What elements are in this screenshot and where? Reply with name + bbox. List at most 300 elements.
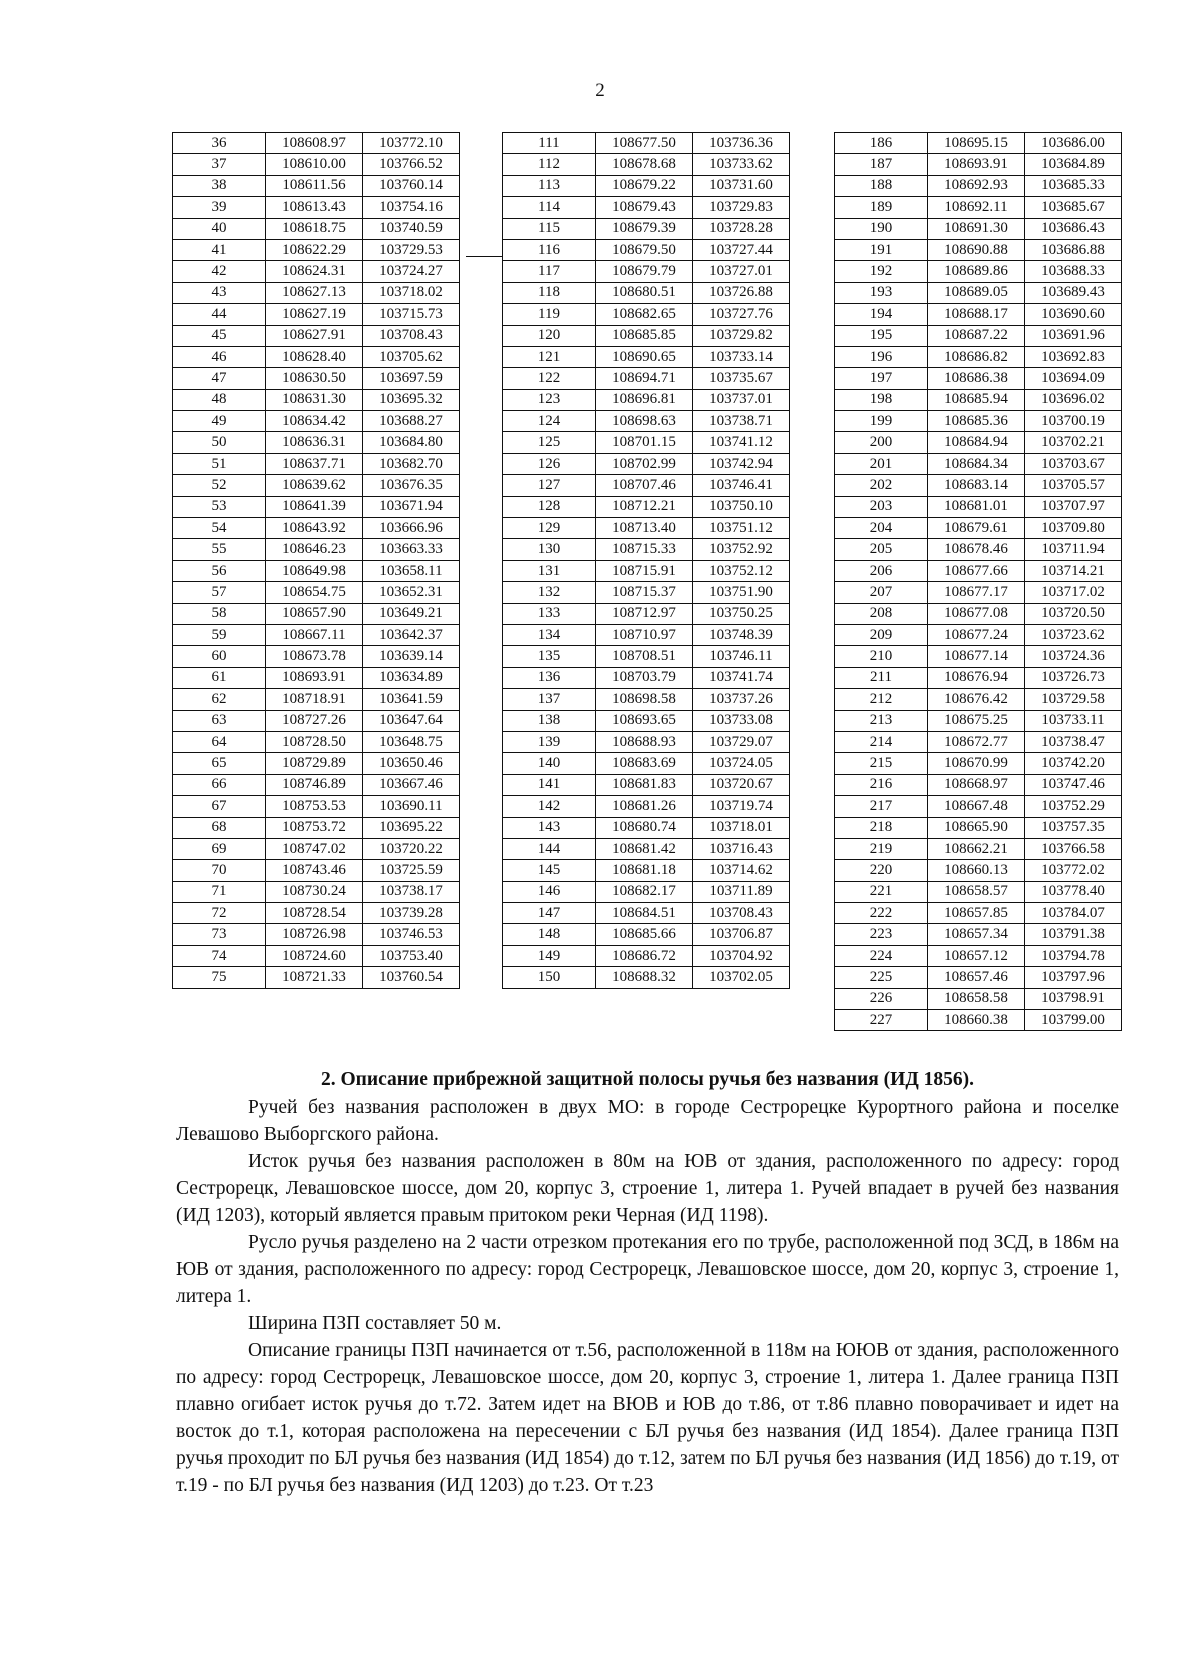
table-row	[835, 689, 1122, 710]
table-row	[173, 624, 460, 645]
point-number-cell: 68	[173, 817, 266, 838]
table-row	[835, 774, 1122, 795]
x-coordinate-cell: 108680.51	[596, 282, 693, 303]
point-number-cell: 121	[503, 346, 596, 367]
table-row	[173, 603, 460, 624]
y-coordinate-cell: 103634.89	[363, 667, 460, 688]
y-coordinate-cell: 103714.21	[1025, 560, 1122, 581]
x-coordinate-cell: 108712.21	[596, 496, 693, 517]
table-row	[173, 496, 460, 517]
point-number-cell: 70	[173, 860, 266, 881]
x-coordinate-cell: 108691.30	[928, 218, 1025, 239]
point-number-cell: 126	[503, 453, 596, 474]
point-number-cell: 191	[835, 239, 928, 260]
y-coordinate-cell: 103702.21	[1025, 432, 1122, 453]
table-row	[173, 304, 460, 325]
table-row	[503, 624, 790, 645]
x-coordinate-cell: 108686.72	[596, 945, 693, 966]
table-row	[835, 838, 1122, 859]
table-row	[503, 282, 790, 303]
y-coordinate-cell: 103720.22	[363, 838, 460, 859]
y-coordinate-cell: 103692.83	[1025, 346, 1122, 367]
table-row	[503, 133, 790, 154]
x-coordinate-cell: 108657.12	[928, 945, 1025, 966]
x-coordinate-cell: 108658.57	[928, 881, 1025, 902]
y-coordinate-cell: 103724.05	[693, 753, 790, 774]
x-coordinate-cell: 108681.18	[596, 860, 693, 881]
point-number-cell: 211	[835, 667, 928, 688]
x-coordinate-cell: 108643.92	[266, 518, 363, 539]
y-coordinate-cell: 103748.39	[693, 624, 790, 645]
x-coordinate-cell: 108662.21	[928, 838, 1025, 859]
table-row	[503, 903, 790, 924]
table-row	[503, 582, 790, 603]
point-number-cell: 197	[835, 368, 928, 389]
y-coordinate-cell: 103707.97	[1025, 496, 1122, 517]
y-coordinate-cell: 103704.92	[693, 945, 790, 966]
table-row	[503, 261, 790, 282]
paragraph-channel: Русло ручья разделено на 2 части отрезком протекания его по трубе, расположенной под ЗСД, в 186м на ЮВ от здания, расположенного по адресу: город Сестрорецк, Левашовское шоссе, дом 20, корпус 3, строение 1, литера 1.	[176, 1232, 1119, 1307]
y-coordinate-cell: 103727.76	[693, 304, 790, 325]
x-coordinate-cell: 108677.17	[928, 582, 1025, 603]
point-number-cell: 190	[835, 218, 928, 239]
x-coordinate-cell: 108690.88	[928, 239, 1025, 260]
point-number-cell: 218	[835, 817, 928, 838]
point-number-cell: 195	[835, 325, 928, 346]
point-number-cell: 117	[503, 261, 596, 282]
x-coordinate-cell: 108708.51	[596, 646, 693, 667]
point-number-cell: 188	[835, 175, 928, 196]
y-coordinate-cell: 103766.58	[1025, 838, 1122, 859]
table-row	[835, 325, 1122, 346]
table-row	[835, 796, 1122, 817]
table-row	[173, 197, 460, 218]
y-coordinate-cell: 103676.35	[363, 475, 460, 496]
y-coordinate-cell: 103724.27	[363, 261, 460, 282]
y-coordinate-cell: 103797.96	[1025, 967, 1122, 988]
y-coordinate-cell: 103729.53	[363, 239, 460, 260]
y-coordinate-cell: 103719.74	[693, 796, 790, 817]
x-coordinate-cell: 108683.14	[928, 475, 1025, 496]
point-number-cell: 119	[503, 304, 596, 325]
x-coordinate-cell: 108657.90	[266, 603, 363, 624]
x-coordinate-cell: 108693.91	[266, 667, 363, 688]
x-coordinate-cell: 108684.34	[928, 453, 1025, 474]
x-coordinate-cell: 108679.61	[928, 518, 1025, 539]
point-number-cell: 112	[503, 154, 596, 175]
y-coordinate-cell: 103746.11	[693, 646, 790, 667]
table-row	[173, 518, 460, 539]
table-row	[503, 175, 790, 196]
point-number-cell: 59	[173, 624, 266, 645]
table-row	[835, 945, 1122, 966]
x-coordinate-cell: 108695.15	[928, 133, 1025, 154]
point-number-cell: 116	[503, 239, 596, 260]
x-coordinate-cell: 108677.14	[928, 646, 1025, 667]
table-row	[503, 453, 790, 474]
table-row	[835, 346, 1122, 367]
x-coordinate-cell: 108721.33	[266, 967, 363, 988]
y-coordinate-cell: 103694.09	[1025, 368, 1122, 389]
y-coordinate-cell: 103706.87	[693, 924, 790, 945]
table-row	[835, 432, 1122, 453]
table-row	[173, 796, 460, 817]
table-row	[503, 753, 790, 774]
table-row	[503, 346, 790, 367]
table-row	[503, 496, 790, 517]
y-coordinate-cell: 103705.57	[1025, 475, 1122, 496]
y-coordinate-cell: 103724.36	[1025, 646, 1122, 667]
x-coordinate-cell: 108618.75	[266, 218, 363, 239]
point-number-cell: 69	[173, 838, 266, 859]
y-coordinate-cell: 103727.01	[693, 261, 790, 282]
point-number-cell: 66	[173, 774, 266, 795]
point-number-cell: 207	[835, 582, 928, 603]
paragraph-source: Исток ручья без названия расположен в 80м на ЮВ от здания, расположенного по адресу: город Сестрорецк, Левашовское шоссе, дом 20, корпус 3, строение 1, литера 1. Ручей впадает в ручей без названия (ИД 1203), который является правым притоком реки Черная (ИД 1198).	[176, 1151, 1119, 1226]
table-row	[173, 346, 460, 367]
y-coordinate-cell: 103652.31	[363, 582, 460, 603]
table-row	[835, 218, 1122, 239]
point-number-cell: 137	[503, 689, 596, 710]
point-number-cell: 203	[835, 496, 928, 517]
y-coordinate-cell: 103716.43	[693, 838, 790, 859]
table-row	[503, 475, 790, 496]
x-coordinate-cell: 108753.72	[266, 817, 363, 838]
x-coordinate-cell: 108715.37	[596, 582, 693, 603]
table-row	[173, 774, 460, 795]
x-coordinate-cell: 108657.46	[928, 967, 1025, 988]
x-coordinate-cell: 108684.94	[928, 432, 1025, 453]
x-coordinate-cell: 108677.50	[596, 133, 693, 154]
y-coordinate-cell: 103741.12	[693, 432, 790, 453]
point-number-cell: 223	[835, 924, 928, 945]
table-row	[503, 774, 790, 795]
x-coordinate-cell: 108649.98	[266, 560, 363, 581]
x-coordinate-cell: 108678.68	[596, 154, 693, 175]
point-number-cell: 123	[503, 389, 596, 410]
table-row	[173, 945, 460, 966]
x-coordinate-cell: 108685.36	[928, 411, 1025, 432]
point-number-cell: 73	[173, 924, 266, 945]
x-coordinate-cell: 108713.40	[596, 518, 693, 539]
table-row	[173, 325, 460, 346]
table-row	[835, 924, 1122, 945]
y-coordinate-cell: 103684.80	[363, 432, 460, 453]
point-number-cell: 49	[173, 411, 266, 432]
y-coordinate-cell: 103726.73	[1025, 667, 1122, 688]
y-coordinate-cell: 103747.46	[1025, 774, 1122, 795]
y-coordinate-cell: 103648.75	[363, 731, 460, 752]
x-coordinate-cell: 108627.13	[266, 282, 363, 303]
point-number-cell: 146	[503, 881, 596, 902]
table-row	[835, 710, 1122, 731]
y-coordinate-cell: 103750.10	[693, 496, 790, 517]
table-row	[835, 582, 1122, 603]
table-row	[503, 411, 790, 432]
table-row	[173, 453, 460, 474]
x-coordinate-cell: 108675.25	[928, 710, 1025, 731]
x-coordinate-cell: 108689.05	[928, 282, 1025, 303]
x-coordinate-cell: 108753.53	[266, 796, 363, 817]
table-row	[173, 218, 460, 239]
x-coordinate-cell: 108688.17	[928, 304, 1025, 325]
table-row	[835, 411, 1122, 432]
point-number-cell: 187	[835, 154, 928, 175]
table-row	[835, 197, 1122, 218]
point-number-cell: 189	[835, 197, 928, 218]
y-coordinate-cell: 103708.43	[363, 325, 460, 346]
y-coordinate-cell: 103666.96	[363, 518, 460, 539]
x-coordinate-cell: 108660.13	[928, 860, 1025, 881]
x-coordinate-cell: 108690.65	[596, 346, 693, 367]
table-row	[835, 154, 1122, 175]
table-row	[835, 817, 1122, 838]
y-coordinate-cell: 103639.14	[363, 646, 460, 667]
y-coordinate-cell: 103741.74	[693, 667, 790, 688]
point-number-cell: 199	[835, 411, 928, 432]
table-row	[835, 603, 1122, 624]
paragraph-location: Ручей без названия расположен в двух МО: в городе Сестрорецке Курортного района и поселке Левашово Выборгского района.	[176, 1097, 1119, 1145]
x-coordinate-cell: 108681.83	[596, 774, 693, 795]
x-coordinate-cell: 108667.48	[928, 796, 1025, 817]
x-coordinate-cell: 108654.75	[266, 582, 363, 603]
y-coordinate-cell: 103695.22	[363, 817, 460, 838]
point-number-cell: 142	[503, 796, 596, 817]
point-number-cell: 130	[503, 539, 596, 560]
x-coordinate-cell: 108686.38	[928, 368, 1025, 389]
x-coordinate-cell: 108718.91	[266, 689, 363, 710]
x-coordinate-cell: 108637.71	[266, 453, 363, 474]
table-row	[835, 539, 1122, 560]
point-number-cell: 64	[173, 731, 266, 752]
y-coordinate-cell: 103757.35	[1025, 817, 1122, 838]
point-number-cell: 61	[173, 667, 266, 688]
x-coordinate-cell: 108672.77	[928, 731, 1025, 752]
x-coordinate-cell: 108676.42	[928, 689, 1025, 710]
y-coordinate-cell: 103642.37	[363, 624, 460, 645]
point-number-cell: 214	[835, 731, 928, 752]
x-coordinate-cell: 108682.65	[596, 304, 693, 325]
point-number-cell: 224	[835, 945, 928, 966]
table-row	[173, 475, 460, 496]
point-number-cell: 60	[173, 646, 266, 667]
x-coordinate-cell: 108679.50	[596, 239, 693, 260]
y-coordinate-cell: 103641.59	[363, 689, 460, 710]
y-coordinate-cell: 103728.28	[693, 218, 790, 239]
point-number-cell: 114	[503, 197, 596, 218]
y-coordinate-cell: 103671.94	[363, 496, 460, 517]
table-row	[503, 389, 790, 410]
y-coordinate-cell: 103688.33	[1025, 261, 1122, 282]
x-coordinate-cell: 108622.29	[266, 239, 363, 260]
y-coordinate-cell: 103794.78	[1025, 945, 1122, 966]
point-number-cell: 143	[503, 817, 596, 838]
point-number-cell: 217	[835, 796, 928, 817]
x-coordinate-cell: 108679.39	[596, 218, 693, 239]
x-coordinate-cell: 108667.11	[266, 624, 363, 645]
table-row	[173, 133, 460, 154]
table-row	[835, 624, 1122, 645]
y-coordinate-cell: 103708.43	[693, 903, 790, 924]
point-number-cell: 47	[173, 368, 266, 389]
point-number-cell: 44	[173, 304, 266, 325]
y-coordinate-cell: 103649.21	[363, 603, 460, 624]
point-number-cell: 145	[503, 860, 596, 881]
x-coordinate-cell: 108685.66	[596, 924, 693, 945]
x-coordinate-cell: 108728.54	[266, 903, 363, 924]
x-coordinate-cell: 108702.99	[596, 453, 693, 474]
y-coordinate-cell: 103799.00	[1025, 1010, 1122, 1031]
y-coordinate-cell: 103729.58	[1025, 689, 1122, 710]
table-row	[173, 710, 460, 731]
table-row	[835, 175, 1122, 196]
table-row	[835, 518, 1122, 539]
x-coordinate-cell: 108685.85	[596, 325, 693, 346]
point-number-cell: 210	[835, 646, 928, 667]
y-coordinate-cell: 103729.82	[693, 325, 790, 346]
y-coordinate-cell: 103727.44	[693, 239, 790, 260]
section-heading: 2. Описание прибрежной защитной полосы ручья без названия (ИД 1856).	[321, 1069, 974, 1090]
x-coordinate-cell: 108712.97	[596, 603, 693, 624]
point-number-cell: 122	[503, 368, 596, 389]
y-coordinate-cell: 103715.73	[363, 304, 460, 325]
x-coordinate-cell: 108658.58	[928, 988, 1025, 1009]
y-coordinate-cell: 103746.53	[363, 924, 460, 945]
table-row	[503, 518, 790, 539]
y-coordinate-cell: 103733.14	[693, 346, 790, 367]
table-row	[173, 560, 460, 581]
y-coordinate-cell: 103760.54	[363, 967, 460, 988]
point-number-cell: 56	[173, 560, 266, 581]
y-coordinate-cell: 103723.62	[1025, 624, 1122, 645]
x-coordinate-cell: 108693.91	[928, 154, 1025, 175]
y-coordinate-cell: 103752.12	[693, 560, 790, 581]
x-coordinate-cell: 108696.81	[596, 389, 693, 410]
point-number-cell: 75	[173, 967, 266, 988]
x-coordinate-cell: 108681.42	[596, 838, 693, 859]
y-coordinate-cell: 103753.40	[363, 945, 460, 966]
y-coordinate-cell: 103667.46	[363, 774, 460, 795]
x-coordinate-cell: 108608.97	[266, 133, 363, 154]
point-number-cell: 222	[835, 903, 928, 924]
y-coordinate-cell: 103685.67	[1025, 197, 1122, 218]
x-coordinate-cell: 108746.89	[266, 774, 363, 795]
x-coordinate-cell: 108660.38	[928, 1010, 1025, 1031]
x-coordinate-cell: 108677.66	[928, 560, 1025, 581]
x-coordinate-cell: 108710.97	[596, 624, 693, 645]
x-coordinate-cell: 108613.43	[266, 197, 363, 218]
y-coordinate-cell: 103686.88	[1025, 239, 1122, 260]
table-row	[503, 710, 790, 731]
x-coordinate-cell: 108747.02	[266, 838, 363, 859]
table-row	[503, 817, 790, 838]
y-coordinate-cell: 103738.47	[1025, 731, 1122, 752]
point-number-cell: 132	[503, 582, 596, 603]
point-number-cell: 209	[835, 624, 928, 645]
y-coordinate-cell: 103742.94	[693, 453, 790, 474]
point-number-cell: 48	[173, 389, 266, 410]
table-row	[503, 325, 790, 346]
y-coordinate-cell: 103717.02	[1025, 582, 1122, 603]
table-row	[503, 539, 790, 560]
point-number-cell: 136	[503, 667, 596, 688]
y-coordinate-cell: 103697.59	[363, 368, 460, 389]
point-number-cell: 38	[173, 175, 266, 196]
point-number-cell: 115	[503, 218, 596, 239]
point-number-cell: 141	[503, 774, 596, 795]
x-coordinate-cell: 108680.74	[596, 817, 693, 838]
point-number-cell: 55	[173, 539, 266, 560]
table-row	[173, 646, 460, 667]
y-coordinate-cell: 103750.25	[693, 603, 790, 624]
table-row	[835, 453, 1122, 474]
table-row	[835, 560, 1122, 581]
point-number-cell: 138	[503, 710, 596, 731]
table-row	[835, 988, 1122, 1009]
x-coordinate-cell: 108726.98	[266, 924, 363, 945]
y-coordinate-cell: 103751.12	[693, 518, 790, 539]
section-text	[176, 1066, 1119, 1499]
point-number-cell: 118	[503, 282, 596, 303]
x-coordinate-cell: 108646.23	[266, 539, 363, 560]
point-number-cell: 39	[173, 197, 266, 218]
point-number-cell: 65	[173, 753, 266, 774]
point-number-cell: 206	[835, 560, 928, 581]
x-coordinate-cell: 108684.51	[596, 903, 693, 924]
table-connector-line	[466, 256, 502, 257]
y-coordinate-cell: 103647.64	[363, 710, 460, 731]
point-number-cell: 40	[173, 218, 266, 239]
point-number-cell: 149	[503, 945, 596, 966]
table-row	[835, 731, 1122, 752]
x-coordinate-cell: 108681.26	[596, 796, 693, 817]
x-coordinate-cell: 108641.39	[266, 496, 363, 517]
x-coordinate-cell: 108677.24	[928, 624, 1025, 645]
y-coordinate-cell: 103798.91	[1025, 988, 1122, 1009]
x-coordinate-cell: 108698.58	[596, 689, 693, 710]
x-coordinate-cell: 108730.24	[266, 881, 363, 902]
x-coordinate-cell: 108665.90	[928, 817, 1025, 838]
table-row	[835, 239, 1122, 260]
table-row	[173, 261, 460, 282]
y-coordinate-cell: 103711.89	[693, 881, 790, 902]
paragraph-boundary: Описание границы ПЗП начинается от т.56, расположенной в 118м на ЮЮВ от здания, расположенного по адресу: город Сестрорецк, Левашовское шоссе, дом 20, корпус 3, строение 1, литера 1. Далее граница ПЗП плавно огибает исток ручья до т.72. Затем идет на ВЮВ и ЮВ до т.86, от т.86 плавно поворачивает и идет на восток до т.1, которая расположена на пересечении с БЛ ручья без названия (ИД 1854). Далее граница ПЗП ручья проходит по БЛ ручья без названия (ИД 1854) до т.12, затем по БЛ ручья без названия (ИД 1856) до т.19, от т.19 - по БЛ ручья без названия (ИД 1203) до т.23. От т.23	[176, 1340, 1119, 1496]
point-number-cell: 139	[503, 731, 596, 752]
point-number-cell: 134	[503, 624, 596, 645]
x-coordinate-cell: 108688.32	[596, 967, 693, 988]
table-row	[503, 945, 790, 966]
point-number-cell: 212	[835, 689, 928, 710]
x-coordinate-cell: 108686.82	[928, 346, 1025, 367]
point-number-cell: 193	[835, 282, 928, 303]
x-coordinate-cell: 108627.19	[266, 304, 363, 325]
point-number-cell: 111	[503, 133, 596, 154]
coordinate-table-3	[834, 132, 1122, 1031]
y-coordinate-cell: 103752.29	[1025, 796, 1122, 817]
y-coordinate-cell: 103686.00	[1025, 133, 1122, 154]
x-coordinate-cell: 108679.43	[596, 197, 693, 218]
y-coordinate-cell: 103754.16	[363, 197, 460, 218]
table-row	[503, 368, 790, 389]
y-coordinate-cell: 103684.89	[1025, 154, 1122, 175]
point-number-cell: 213	[835, 710, 928, 731]
table-row	[835, 475, 1122, 496]
table-row	[173, 175, 460, 196]
x-coordinate-cell: 108701.15	[596, 432, 693, 453]
table-row	[503, 796, 790, 817]
point-number-cell: 42	[173, 261, 266, 282]
table-row	[835, 133, 1122, 154]
